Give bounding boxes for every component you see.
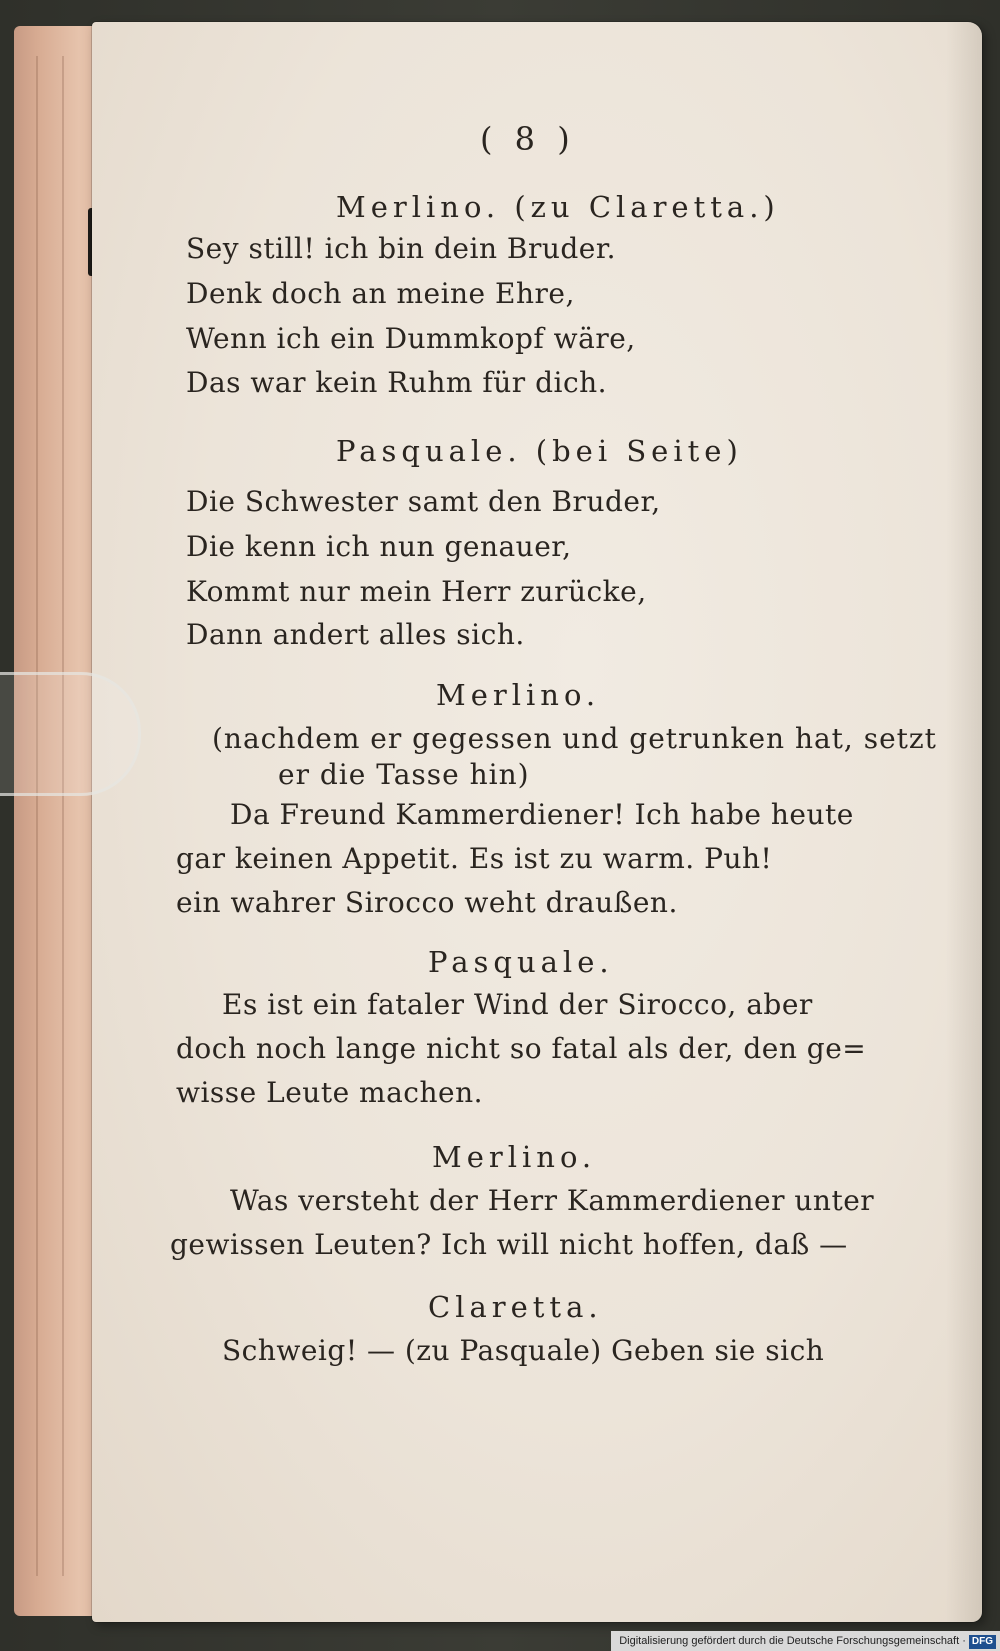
speaker-heading: Merlino. [432, 1140, 597, 1174]
verse-line: Wenn ich ein Dummkopf wäre, [186, 322, 636, 355]
digitization-credit [611, 1631, 1000, 1651]
prose-line: doch noch lange nicht so fatal als der, den ge= [176, 1032, 867, 1065]
verse-line: Sey still! ich bin dein Bruder. [186, 232, 617, 265]
page-number: ( 8 ) [480, 120, 576, 158]
stage-direction: (nachdem er gegessen und getrunken hat, setzt [212, 722, 937, 755]
page-edge-shadow [946, 22, 982, 1622]
verse-line: Denk doch an meine Ehre, [186, 277, 575, 310]
speaker-heading: Claretta. [428, 1290, 603, 1324]
prose-line: gewissen Leuten? Ich will nicht hoffen, daß — [170, 1228, 848, 1261]
verse-line: Das war kein Ruhm für dich. [186, 366, 608, 399]
prose-line: wisse Leute machen. [176, 1076, 484, 1109]
prose-line: gar keinen Appetit. Es ist zu warm. Puh! [176, 842, 773, 875]
leaf-line [62, 56, 64, 1576]
speaker-heading: Merlino. [436, 678, 601, 712]
verse-line: Die kenn ich nun genauer, [186, 530, 572, 563]
page-clip [0, 672, 141, 796]
dfg-logo: DFG [969, 1635, 996, 1649]
prose-line: Was versteht der Herr Kammerdiener unter [230, 1184, 875, 1217]
verse-line: Die Schwester samt den Bruder, [186, 485, 661, 518]
prose-line: ein wahrer Sirocco weht draußen. [176, 886, 678, 919]
credit-text: Digitalisierung gefördert durch die Deutsche Forschungsgemeinschaft · [619, 1635, 966, 1647]
speaker-heading: Merlino. (zu Claretta.) [336, 190, 780, 224]
verse-line: Kommt nur mein Herr zurücke, [186, 575, 647, 608]
prose-line: Es ist ein fataler Wind der Sirocco, aber [222, 988, 813, 1021]
speaker-heading: Pasquale. [428, 945, 614, 979]
stage-direction: er die Tasse hin) [278, 758, 530, 791]
leaf-line [36, 56, 38, 1576]
prose-line: Da Freund Kammerdiener! Ich habe heute [230, 798, 854, 831]
verse-line: Dann andert alles sich. [186, 618, 525, 651]
prose-line: Schweig! — (zu Pasquale) Geben sie sich [222, 1334, 825, 1367]
speaker-heading: Pasquale. (bei Seite) [336, 434, 743, 468]
